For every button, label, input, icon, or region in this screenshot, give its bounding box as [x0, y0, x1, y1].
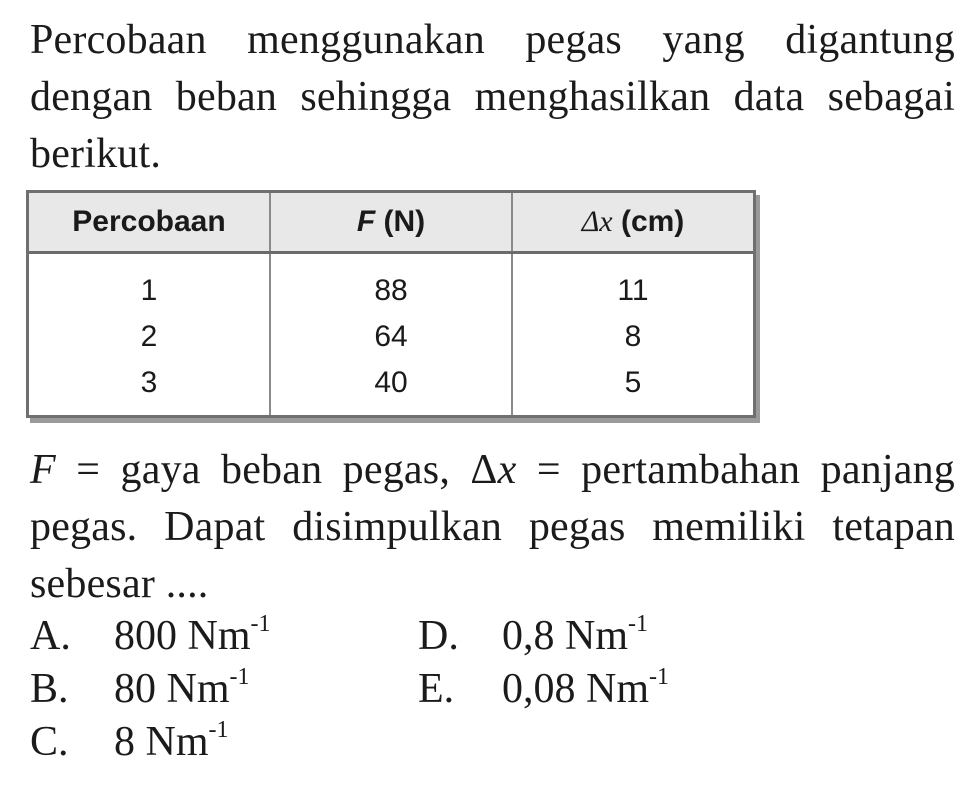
header-percobaan — [29, 193, 270, 253]
header-force-symbol: F — [356, 205, 376, 238]
table-cell: 8 — [624, 320, 642, 353]
column-extension-values — [512, 253, 753, 416]
delta-symbol: Δ — [470, 447, 498, 493]
header-force — [270, 193, 512, 253]
table-cell: 3 — [140, 366, 158, 399]
table-cell: 88 — [374, 274, 408, 307]
option-a[interactable] — [30, 611, 271, 661]
header-percobaan-label: Percobaan — [72, 205, 226, 238]
data-table-frame — [26, 190, 756, 418]
option-c-letter: C. — [30, 719, 69, 765]
question-intro: Percobaan menggunakan pegas yang digantung dengan beban sehingga menghasilkan data sebagai berikut. — [30, 17, 955, 177]
question-explanation — [30, 442, 955, 613]
column-force-values — [270, 253, 512, 416]
table-header-row — [29, 193, 753, 253]
option-d-value: 0,8 Nm — [502, 613, 628, 659]
table-cell: 11 — [617, 274, 649, 307]
option-b-letter: B. — [30, 666, 69, 712]
option-c-value: 8 Nm — [114, 719, 209, 765]
dx-definition: = pertambahan panjang pegas. Dapat disimpulkan pegas memiliki tetapan sebesar .... — [30, 447, 955, 607]
table-body-row — [29, 253, 753, 416]
option-d-exponent: -1 — [628, 611, 648, 637]
column-percobaan-values — [29, 253, 270, 416]
option-b[interactable] — [30, 664, 250, 714]
data-table — [29, 193, 753, 415]
option-d-letter: D. — [418, 613, 459, 659]
option-a-letter: A. — [30, 613, 71, 659]
header-extension-symbol: Δx — [581, 205, 613, 238]
option-e-letter: E. — [418, 666, 455, 712]
option-c[interactable] — [30, 717, 229, 767]
header-force-unit: (N) — [375, 205, 426, 238]
option-b-exponent: -1 — [229, 664, 250, 690]
table-cell: 40 — [374, 366, 408, 399]
header-extension — [512, 193, 753, 253]
option-c-exponent: -1 — [208, 717, 229, 743]
x-symbol: x — [497, 447, 517, 493]
f-symbol: F — [30, 447, 56, 493]
option-e[interactable] — [418, 664, 669, 714]
table-cell: 64 — [374, 320, 408, 353]
option-e-value: 0,08 Nm — [502, 666, 649, 712]
table-cell: 1 — [140, 274, 158, 307]
f-definition: = gaya beban pegas, — [55, 447, 471, 493]
option-b-value: 80 Nm — [114, 666, 230, 712]
option-a-exponent: -1 — [250, 611, 271, 637]
table-cell: 2 — [140, 320, 158, 353]
option-a-value: 800 Nm — [114, 613, 251, 659]
option-e-exponent: -1 — [649, 664, 669, 690]
header-extension-unit: (cm) — [612, 205, 685, 238]
option-d[interactable] — [418, 611, 648, 661]
table-cell: 5 — [624, 366, 642, 399]
